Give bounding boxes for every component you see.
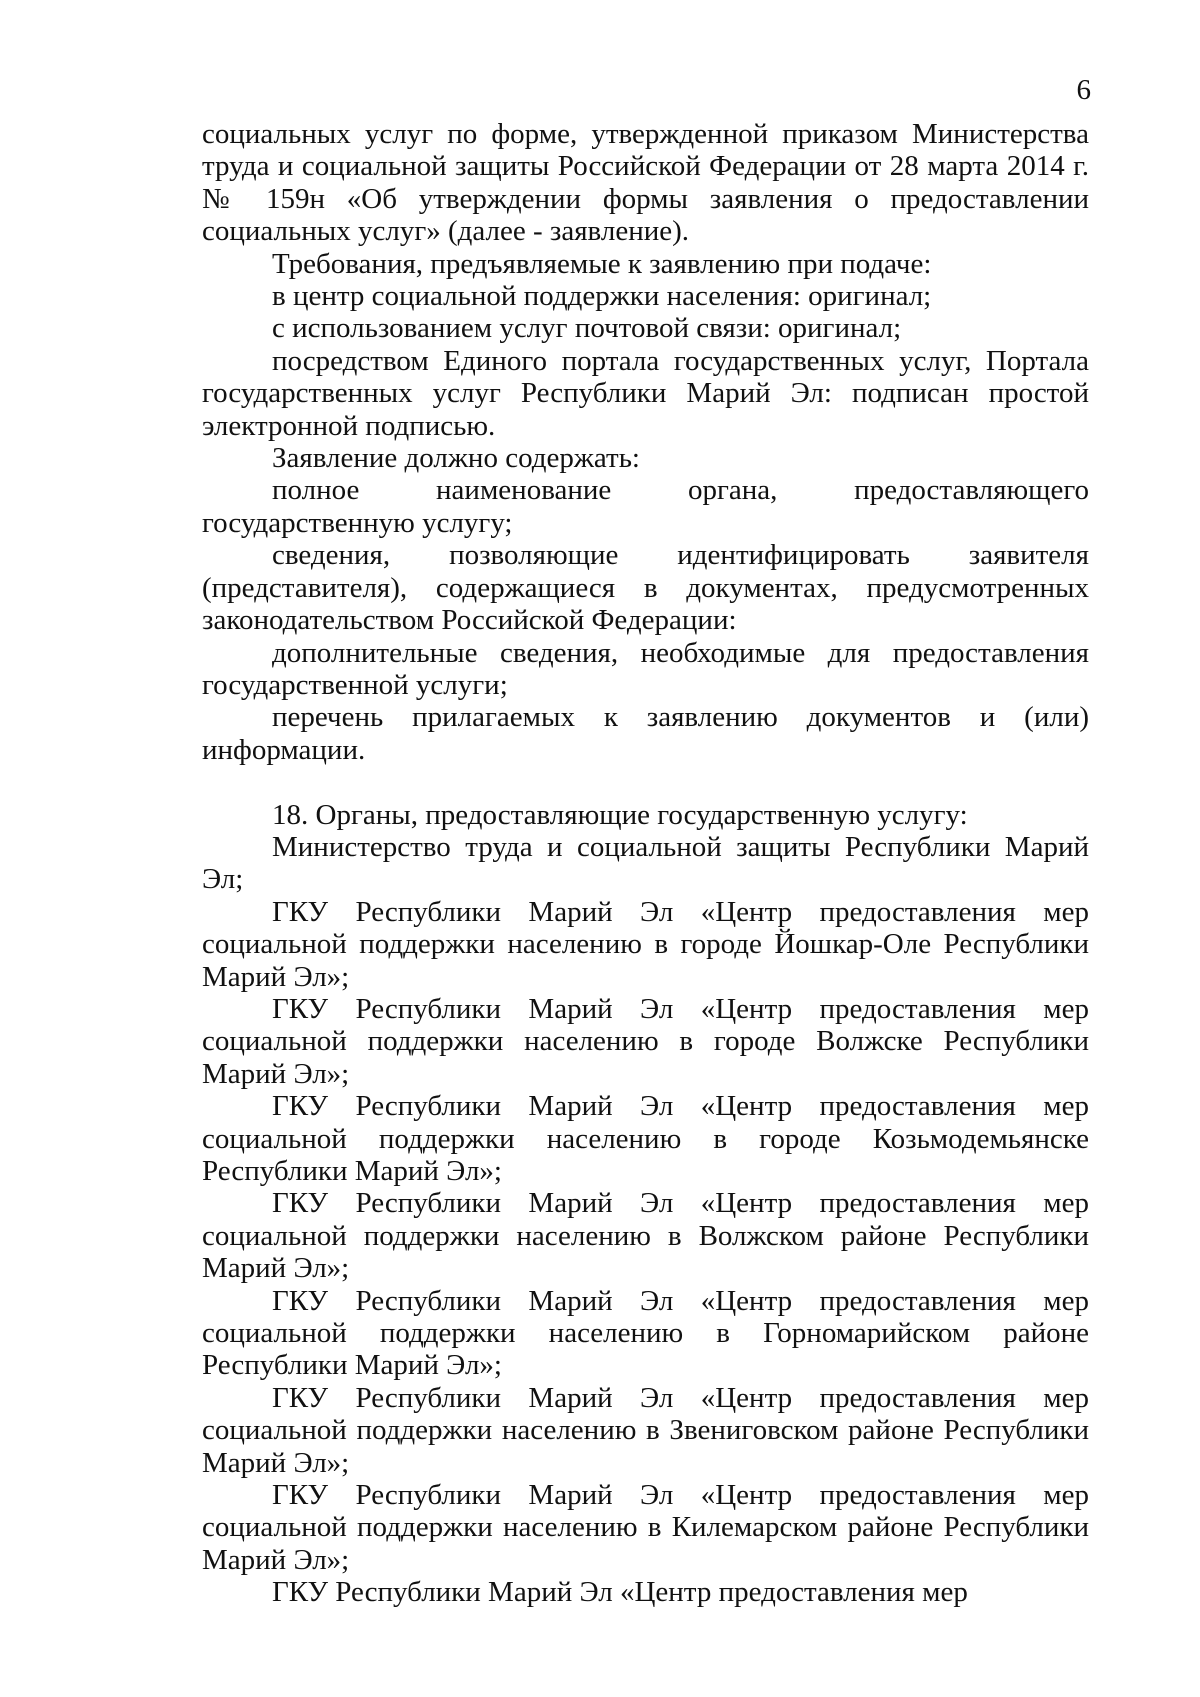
- authority-item: ГКУ Республики Марий Эл «Центр предоставления мер социальной поддержки населению в Волжском районе Республики Марий Эл»;: [202, 1187, 1089, 1285]
- paragraph-gap: [202, 766, 1089, 798]
- authority-item: ГКУ Республики Марий Эл «Центр предоставления мер социальной поддержки населению в Горномарийском районе Республики Марий Эл»;: [202, 1284, 1089, 1382]
- paragraph: дополнительные сведения, необходимые для предоставления государственной услуги;: [202, 636, 1089, 701]
- paragraph: перечень прилагаемых к заявлению документов и (или) информации.: [202, 701, 1089, 766]
- authority-item: ГКУ Республики Марий Эл «Центр предоставления мер социальной поддержки населению в Звениговском районе Республики Марий Эл»;: [202, 1381, 1089, 1479]
- document-body: [202, 118, 1089, 1609]
- authority-item: ГКУ Республики Марий Эл «Центр предоставления мер: [272, 1576, 968, 1609]
- authority-item: ГКУ Республики Марий Эл «Центр предоставления мер социальной поддержки населению в городе Волжске Республики Марий Эл»;: [202, 992, 1089, 1090]
- paragraph: посредством Единого портала государственных услуг, Портала государственных услуг Республики Марий Эл: подписан простой электронной подписью.: [202, 344, 1089, 442]
- paragraph: социальных услуг по форме, утвержденной приказом Министерства труда и социальной защиты Российской Федерации от 28 марта 2014 г. № 159н «Об утверждении формы заявления о предоставлении социальных услуг» (далее - заявление).: [202, 118, 1089, 248]
- section-heading: 18. Органы, предоставляющие государственную услугу:: [272, 798, 968, 831]
- paragraph: сведения, позволяющие идентифицировать заявителя (представителя), содержащиеся в документах, предусмотренных законодательством Российской Федерации:: [202, 539, 1089, 637]
- paragraph: Требования, предъявляемые к заявлению при подаче:: [272, 247, 932, 280]
- authority-item: ГКУ Республики Марий Эл «Центр предоставления мер социальной поддержки населению в городе Йошкар-Оле Республики Марий Эл»;: [202, 895, 1089, 993]
- paragraph: с использованием услуг почтовой связи: оригинал;: [272, 312, 902, 345]
- authority-item: ГКУ Республики Марий Эл «Центр предоставления мер социальной поддержки населению в Килемарском районе Республики Марий Эл»;: [202, 1479, 1089, 1576]
- paragraph: Заявление должно содержать:: [272, 442, 640, 475]
- paragraph: полное наименование органа, предоставляющего государственную услугу;: [202, 474, 1089, 539]
- page-number: 6: [1076, 74, 1091, 106]
- paragraph: в центр социальной поддержки населения: оригинал;: [272, 280, 932, 313]
- authority-item: ГКУ Республики Марий Эл «Центр предоставления мер социальной поддержки населению в городе Козьмодемьянске Республики Марий Эл»;: [202, 1090, 1089, 1187]
- authority-item: Министерство труда и социальной защиты Республики Марий Эл;: [202, 830, 1089, 896]
